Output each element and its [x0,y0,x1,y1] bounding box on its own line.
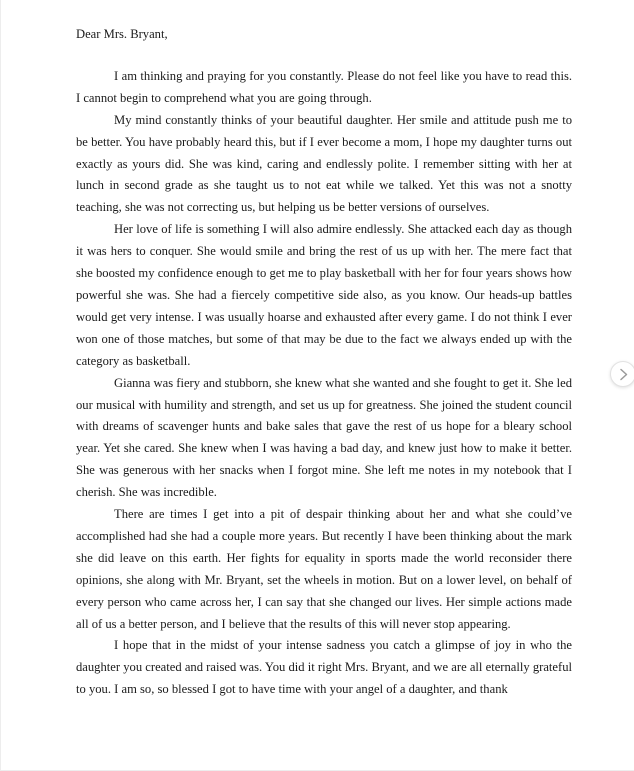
paragraph-2: My mind constantly thinks of your beautiful daughter. Her smile and attitude push me to be better. You have probably heard this, but if I ever become a mom, I hope my daughter turns out exactly as yours did. She was kind, caring and endlessly polite. I remember sitting with her at lunch in second grade as she taught us to not eat while we talked. Yet this was not a snotty teaching, she was not correcting us, but helping us be better versions of ourselves. [76,112,572,215]
letter-body [76,24,572,701]
paragraph-6: I hope that in the midst of your intense sadness you catch a glimpse of joy in who the daughter you created and raised was. You did it right Mrs. Bryant, and we are all eternally grateful to you. I am so, so blessed I got to have time with your angel of a daughter, and thank [76,638,572,697]
paragraph-4: Gianna was fiery and stubborn, she knew what she wanted and she fought to get it. She led our musical with humility and strength, and set us up for greatness. She joined the student council with dreams of scavenger hunts and bake sales that gave the rest of us hope for a bleary school year. Yet she cared. She knew when I was having a bad day, and knew just how to make it better. She was generous with her snacks when I forgot mine. She left me notes in my notebook that I cherish. She was incredible. [76,375,572,500]
paragraph-5: There are times I get into a pit of despair thinking about her and what she could’ve accomplished had she had a couple more years. But recently I have been thinking about the mark she did leave on this earth. Her fights for equality in sports made the world reconsider there opinions, she along with Mr. Bryant, set the wheels in motion. But on a lower level, on behalf of every person who came across her, I can say that she changed our lives. Her simple actions made all of us a better person, and I believe that the results of this will never stop appearing. [76,507,572,631]
paragraph-3: Her love of life is something I will also admire endlessly. She attacked each day as though it was hers to conquer. She would smile and bring the rest of us up with her. The mere fact that she boosted my confidence enough to get me to play basketball with her for four years shows how powerful she was. She had a fiercely competitive side also, as you know. Our heads-up battles would get very intense. I was usually hoarse and exhausted after every game. I do not think I ever won one of those matches, but some of that may be due to the fact we always ended up with the category as basketball. [76,222,572,368]
salutation: Dear Mrs. Bryant, [76,27,168,41]
paragraph-1: I am thinking and praying for you constantly. Please do not feel like you have to read this. I cannot begin to comprehend what you are going through. [76,68,572,105]
chevron-right-icon [618,368,630,381]
next-image-button[interactable] [610,361,634,387]
